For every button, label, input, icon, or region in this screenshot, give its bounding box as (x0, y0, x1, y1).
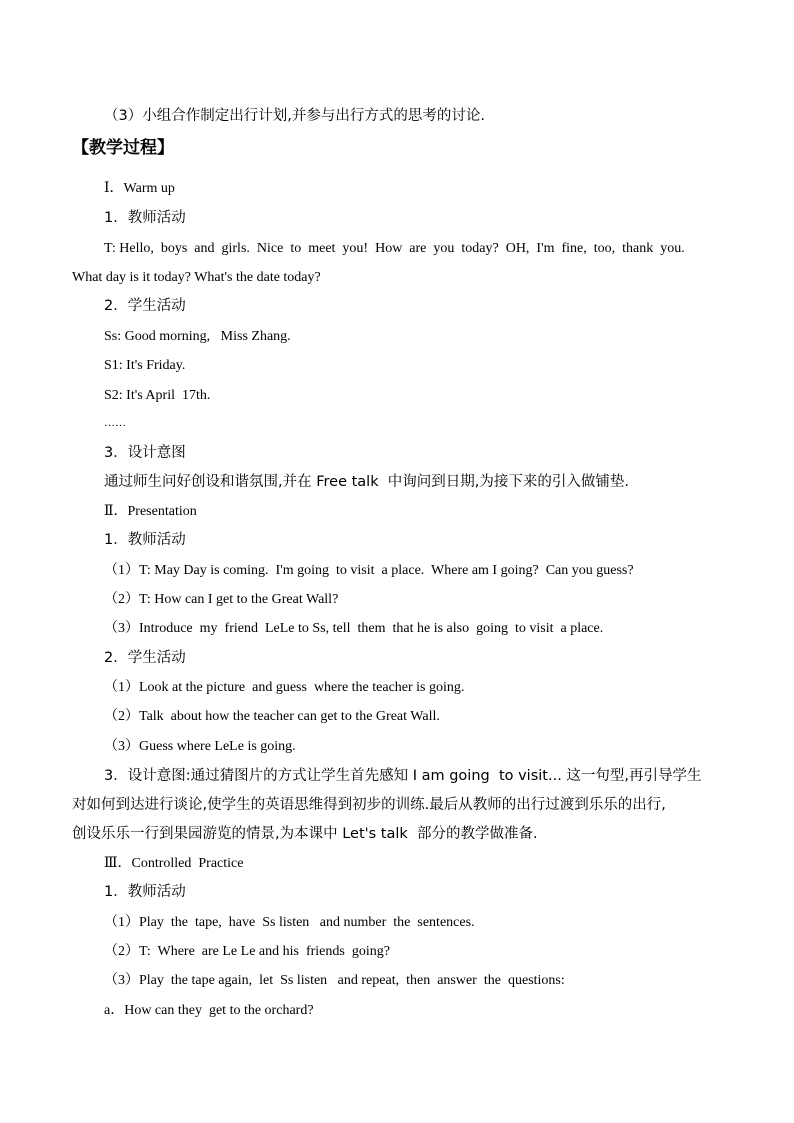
controlled-item: （3）Play the tape again, let Ss listen and repeat, then answer the questions: (104, 973, 565, 988)
section-controlled-practice-title: Ⅲ．Controlled Practice (104, 856, 244, 871)
warm-up-student-line: S2: It's April 17th. (104, 388, 211, 403)
controlled-item: （2）T: Where are Le Le and his friends going? (104, 944, 390, 959)
warm-up-teacher-line-2: What day is it today? What's the date today? (72, 270, 321, 285)
controlled-question-a: a．How can they get to the orchard? (104, 1003, 314, 1018)
warm-up-design-text: 通过师生问好创设和谐氛围,并在 Free talk 中询问到日期,为接下来的引入做铺垫. (104, 474, 630, 490)
warm-up-student-line: Ss: Good morning, Miss Zhang. (104, 329, 291, 344)
presentation-student-item: （3）Guess where LeLe is going. (104, 739, 296, 754)
controlled-teacher-heading: 1．教师活动 (104, 884, 186, 900)
warm-up-student-line: S1: It's Friday. (104, 358, 186, 373)
warm-up-design-heading: 3．设计意图 (104, 445, 186, 461)
presentation-student-heading: 2．学生活动 (104, 650, 186, 666)
warm-up-student-heading: 2．学生活动 (104, 298, 186, 314)
presentation-teacher-item: （3）Introduce my friend LeLe to Ss, tell them that he is also going to visit a place. (104, 621, 604, 636)
presentation-design-line-3: 创设乐乐一行到果园游览的情景,为本课中 Let's talk 部分的教学做准备. (72, 826, 538, 842)
section-presentation-title: Ⅱ．Presentation (104, 504, 197, 519)
warm-up-teacher-heading: 1．教师活动 (104, 210, 186, 226)
section-warm-up-title: Ⅰ．Warm up (104, 181, 175, 196)
presentation-teacher-heading: 1．教师活动 (104, 532, 186, 548)
warm-up-teacher-line-1: T: Hello, boys and girls. Nice to meet you! How are you today? OH, I'm fine, too, thank you. (104, 241, 685, 256)
presentation-teacher-item: （2）T: How can I get to the Great Wall? (104, 592, 339, 607)
presentation-student-item: （1）Look at the picture and guess where the teacher is going. (104, 680, 465, 695)
process-heading: 【教学过程】 (72, 138, 174, 158)
presentation-design-line-1: 3．设计意图:通过猜图片的方式让学生首先感知 I am going to visit... 这一句型,再引导学生 (104, 768, 702, 784)
objective-item-3: （3）小组合作制定出行计划,并参与出行方式的思考的讨论. (104, 108, 485, 124)
controlled-item: （1）Play the tape, have Ss listen and number the sentences. (104, 915, 475, 930)
presentation-design-line-2: 对如何到达进行谈论,使学生的英语思维得到初步的训练.最后从教师的出行过渡到乐乐的出行, (72, 797, 666, 813)
warm-up-ellipsis: …… (104, 417, 126, 429)
presentation-teacher-item: （1）T: May Day is coming. I'm going to visit a place. Where am I going? Can you guess? (104, 563, 634, 578)
presentation-student-item: （2）Talk about how the teacher can get to the Great Wall. (104, 709, 440, 724)
